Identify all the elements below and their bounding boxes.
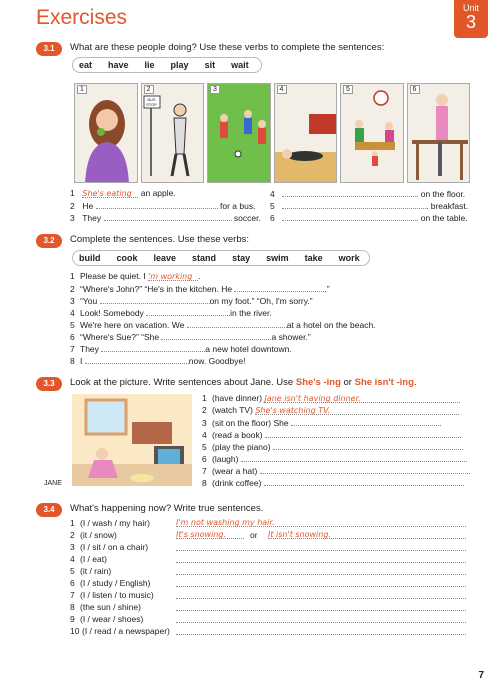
word: have: [108, 60, 129, 70]
picture-woman-eating-apple: [74, 83, 138, 183]
exercise-3-2-line-5: 5 We're here on vacation. We at a hotel on the beach.: [70, 320, 376, 330]
or-word: or: [250, 530, 258, 540]
exercise-3-4-instruction: What's happening now? Write true sentences.: [70, 503, 264, 514]
exercise-3-4-line-7: 7 (I / listen / to music): [70, 590, 154, 600]
answer-blank[interactable]: [273, 441, 463, 450]
exercise-3-2-word-box: [72, 250, 370, 266]
word: play: [170, 60, 189, 70]
answer-blank[interactable]: I'm not washing my hair.: [176, 518, 466, 527]
word: leave: [153, 253, 177, 263]
word: stand: [192, 253, 217, 263]
exercise-3-4-line-10: 10 (I / read / a newspaper): [70, 626, 170, 636]
unit-number: 3: [465, 12, 476, 32]
answer-blank[interactable]: [264, 477, 464, 486]
exercise-3-4-line-8: 8 (the sun / shine): [70, 602, 141, 612]
exercise-3-1-line-4: 4 on the floor.: [270, 189, 466, 199]
exercise-3-1-pictures: [74, 83, 470, 183]
exercise-3-4-line-1: 1 (I / wash / my hair): [70, 518, 150, 528]
answer-blank[interactable]: It's snowing.: [176, 530, 244, 539]
exercise-3-1-badge: 3.1: [36, 42, 62, 56]
answer-blank[interactable]: [265, 429, 461, 438]
exercise-3-2-line-6: 6 “Where's Sue?” “She a shower.”: [70, 332, 311, 342]
page-title: Exercises: [36, 6, 128, 29]
exercise-3-4-badge: 3.4: [36, 503, 62, 517]
man-lying-illustration: [275, 84, 338, 183]
answer-blank[interactable]: [176, 578, 466, 587]
exercise-3-2-instruction: Complete the sentences. Use these verbs:: [70, 234, 250, 245]
exercise-3-4-line-9: 9 (I / wear / shoes): [70, 614, 144, 624]
exercise-3-4-line-2: 2 (it / snow): [70, 530, 117, 540]
picture-number: 6: [410, 85, 420, 94]
exercise-3-2-line-2: 2 “Where's John?” “He's in the kitchen. He .”: [70, 284, 330, 294]
answer-blank[interactable]: [176, 590, 466, 599]
answer-blank[interactable]: [282, 188, 418, 197]
answer-blank[interactable]: [241, 453, 467, 462]
exercise-3-3-line-5: 5 (play the piano): [202, 441, 463, 452]
exercise-3-3-line-8: 8 (drink coffee): [202, 477, 464, 488]
exercise-3-1-line-3: 3 They soccer.: [70, 213, 261, 223]
exercise-3-3-line-2: 2 (watch TV) She's watching TV.: [202, 405, 459, 415]
exercise-3-2-line-1: 1 Please be quiet. I 'm working .: [70, 271, 201, 281]
bus-stop-sign: BUS STOP: [146, 97, 157, 107]
exercise-3-2-line-7: 7 They a new hotel downtown.: [70, 344, 292, 354]
answer-blank[interactable]: [176, 614, 466, 623]
word: cook: [116, 253, 138, 263]
picture-number: 1: [77, 85, 87, 94]
answer-blank[interactable]: [176, 626, 466, 635]
answer-blank[interactable]: [176, 602, 466, 611]
word: build: [79, 253, 101, 263]
exercise-3-4-line-5: 5 (it / rain): [70, 566, 112, 576]
exercise-3-1-instruction: What are these people doing? Use these verbs to complete the sentences:: [70, 42, 385, 53]
exercise-3-2-line-8: 8 I now. Goodbye!: [70, 356, 246, 366]
exercise-3-2-badge: 3.2: [36, 234, 62, 248]
answer-blank[interactable]: Jane isn't having dinner.: [264, 394, 460, 403]
jane-caption: JANE: [44, 480, 62, 487]
exercise-3-4-line-3: 3 (I / sit / on a chair): [70, 542, 149, 552]
picture-number: 3: [210, 85, 220, 94]
answer-blank[interactable]: [176, 566, 466, 575]
exercise-3-3-line-4: 4 (read a book): [202, 429, 461, 440]
answer-blank[interactable]: [176, 554, 466, 563]
answer-blank[interactable]: [96, 200, 218, 209]
answer-blank[interactable]: [176, 542, 466, 551]
exercise-3-3-line-3: 3 (sit on the floor) She: [202, 417, 441, 428]
picture-man-lying-floor: [274, 83, 338, 183]
answer-blank[interactable]: [161, 331, 271, 340]
word: eat: [79, 60, 93, 70]
picture-family-breakfast: [340, 83, 404, 183]
answer-blank[interactable]: [260, 465, 470, 474]
word: lie: [144, 60, 155, 70]
unit-tab: [454, 0, 488, 38]
picture-number: 2: [144, 85, 154, 94]
exercise-3-4-line-4: 4 (I / eat): [70, 554, 107, 564]
answer-blank[interactable]: [104, 212, 232, 221]
exercise-3-1-line-1: 1 She's eating an apple.: [70, 188, 176, 198]
picture-people-playing-soccer: [207, 83, 271, 183]
answer-blank[interactable]: [101, 343, 205, 352]
answer-blank[interactable]: [234, 283, 324, 292]
answer-blank[interactable]: It isn't snowing.: [268, 530, 466, 539]
jane-room-illustration: [72, 394, 192, 486]
exercise-3-1-line-5: 5 breakfast.: [270, 201, 469, 211]
word: work: [338, 253, 360, 263]
exercise-3-1-line-6: 6 on the table.: [270, 213, 468, 223]
word: swim: [266, 253, 289, 263]
exercise-3-2-line-4: 4 Look! Somebody in the river.: [70, 308, 272, 318]
word: wait: [231, 60, 249, 70]
exercise-3-3-line-7: 7 (wear a hat): [202, 465, 470, 476]
answer-blank[interactable]: [282, 200, 428, 209]
answer-blank[interactable]: She's watching TV.: [255, 406, 459, 415]
answer-blank[interactable]: [291, 417, 441, 426]
unit-label: Unit: [462, 3, 479, 13]
answer-blank[interactable]: She's eating: [82, 189, 138, 198]
answer-blank[interactable]: [100, 295, 210, 304]
answer-blank[interactable]: [146, 307, 230, 316]
page-number: 7: [478, 670, 484, 681]
exercise-3-3-badge: 3.3: [36, 377, 62, 391]
word: sit: [204, 60, 216, 70]
exercise-3-1-line-2: 2 He for a bus.: [70, 201, 256, 211]
exercise-3-3-line-1: 1 (have dinner) Jane isn't having dinner.: [202, 393, 460, 403]
answer-blank[interactable]: [187, 319, 287, 328]
picture-number: 4: [277, 85, 287, 94]
picture-number: 5: [343, 85, 353, 94]
woman-on-table-illustration: [408, 84, 471, 183]
exercise-3-2-line-3: 3 “You on my foot.” “Oh, I'm sorry.”: [70, 296, 313, 306]
woman-illustration: [75, 84, 138, 183]
word: stay: [232, 253, 251, 263]
exercise-3-3-line-6: 6 (laugh): [202, 453, 467, 464]
exercise-3-3-instruction: Look at the picture. Write sentences about Jane. Use She's -ing or She isn't -ing.: [70, 377, 417, 388]
word: take: [304, 253, 323, 263]
answer-blank[interactable]: 'm working: [148, 272, 198, 281]
exercise-3-1-word-box: [72, 57, 262, 73]
exercise-3-4-line-6: 6 (I / study / English): [70, 578, 151, 588]
picture-woman-sitting-table: [407, 83, 471, 183]
breakfast-illustration: [341, 84, 404, 183]
answer-blank[interactable]: [282, 212, 418, 221]
answer-blank[interactable]: [85, 355, 189, 364]
soccer-players-illustration: [208, 84, 271, 183]
picture-man-waiting-bus: [141, 83, 205, 183]
